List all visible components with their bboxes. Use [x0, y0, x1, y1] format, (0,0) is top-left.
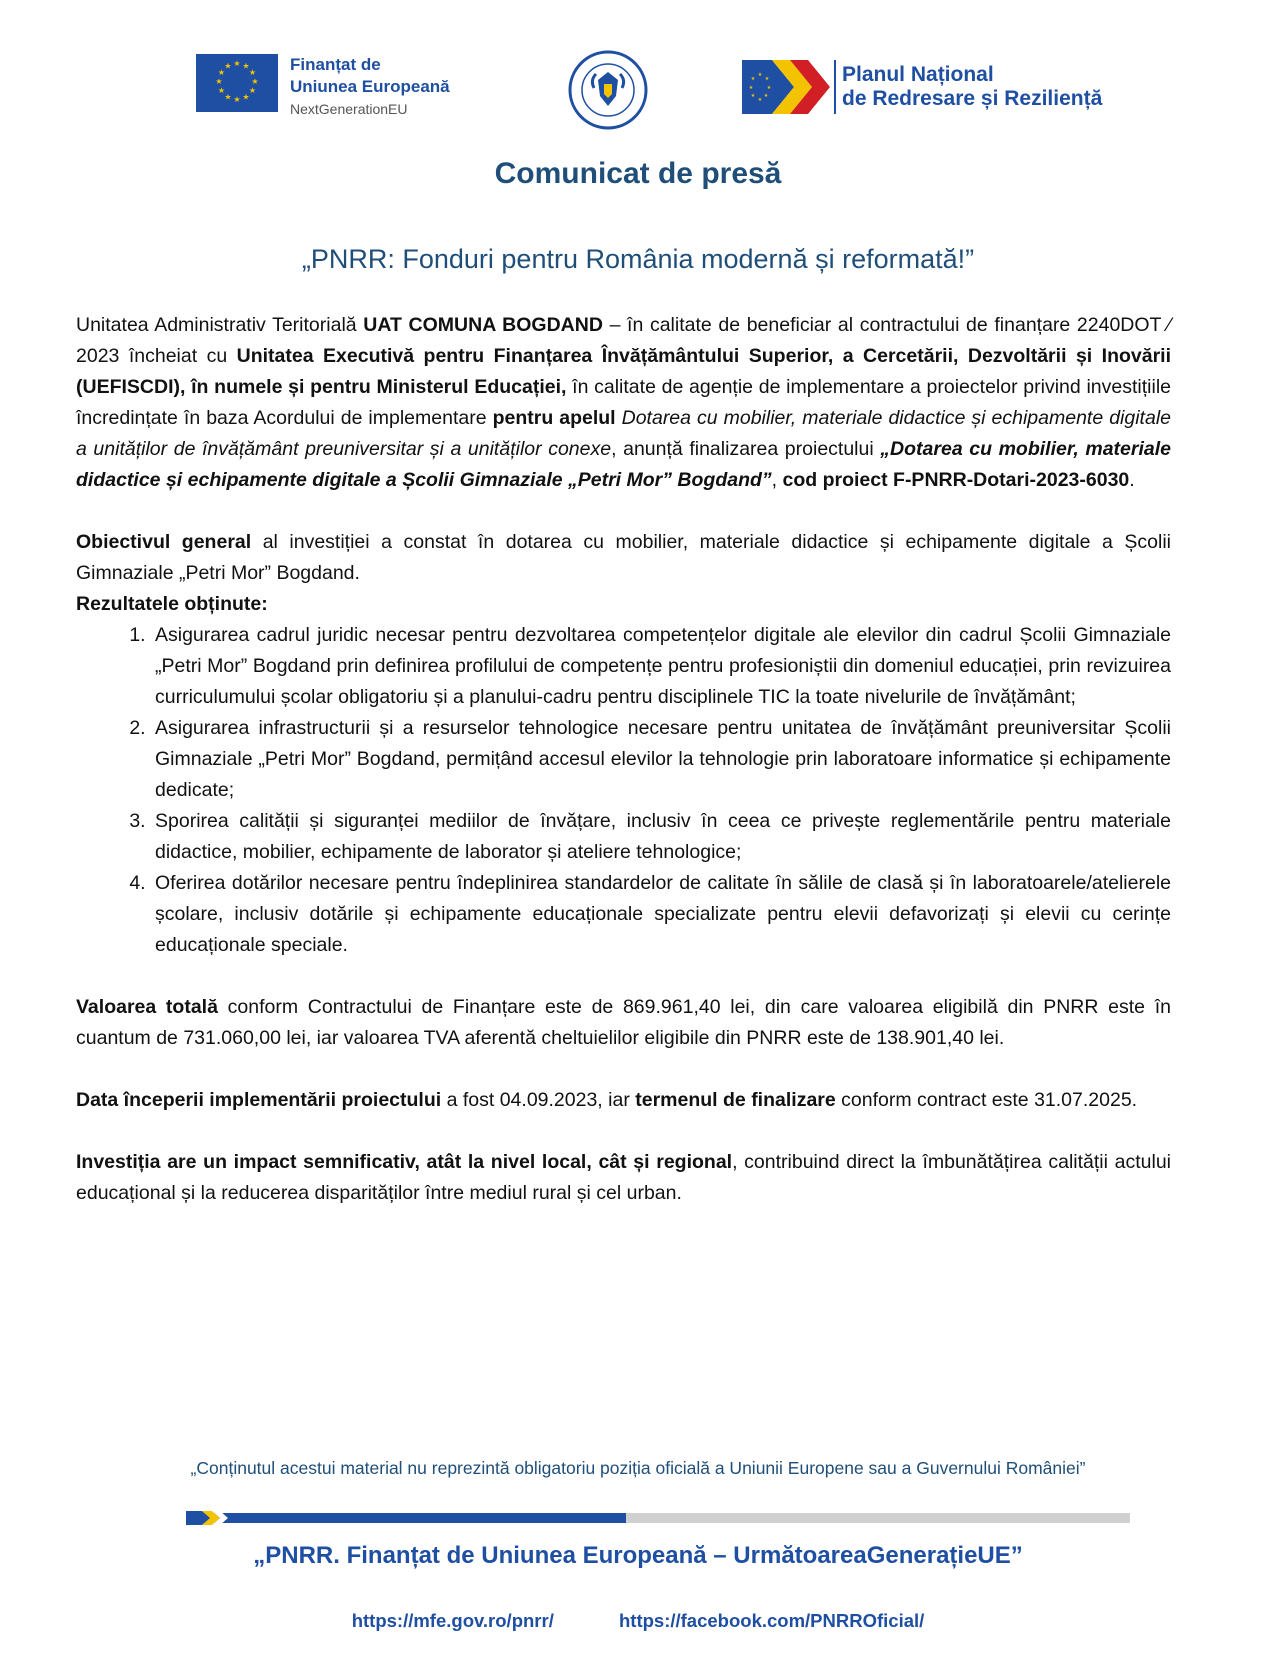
- mfe-pnrr-link[interactable]: https://mfe.gov.ro/pnrr/: [351, 1610, 554, 1631]
- paragraph-spacer: [76, 961, 1171, 992]
- eu-logo-line3: NextGenerationEU: [290, 101, 408, 117]
- eu-flag-icon: [196, 54, 278, 112]
- list-item: 2. Asigurarea infrastructurii și a resurselor tehnologice necesare pentru unitatea de învățământ preuniversitar Școlii Gimnaziale „Petri Mor” Bogdand, permițând accesul elevilor la tehnologie prin laboratoare informatice și echipamente dedicate;: [151, 713, 1171, 806]
- intro-text-4: , anunță finalizarea proiectului: [611, 438, 881, 460]
- start-date-label: Data începerii implementării proiectului: [76, 1089, 442, 1111]
- project-code: cod proiect F-PNRR-Dotari-2023-6030: [782, 469, 1130, 491]
- romanian-government-seal-icon: [568, 50, 648, 130]
- svg-text:★: ★: [242, 61, 250, 71]
- svg-text:★: ★: [217, 86, 226, 95]
- svg-text:★: ★: [764, 76, 770, 82]
- list-item: 4. Oferirea dotărilor necesare pentru îndeplinirea standardelor de calitate în sălile de clasă și în laboratoarele/atelierele școlare, inclusiv dotările și echipamente educaționale specializate pentru elevii defavorizați și elevii cu cerințe educaționale speciale.: [151, 868, 1171, 961]
- intro-text-3: în calitate de agenție de implementare a proiectelor privind investițiile încredințate în baza Acordului de implementare: [76, 376, 1171, 429]
- intro-text-1: Unitatea Administrativ Teritorială: [76, 314, 364, 336]
- footer-bar-grey: [626, 1513, 1130, 1523]
- end-date-label: termenul de finalizare: [635, 1089, 836, 1111]
- pnrr-logo: [742, 60, 1102, 114]
- page-title: Comunicat de presă: [494, 157, 782, 190]
- end-date-text: conform contract este 31.07.2025.: [835, 1089, 1138, 1111]
- svg-text:★: ★: [248, 86, 257, 95]
- impact-text: , contribuind direct la îmbunătățirea calității actului educațional și la reducerea disparităților între mediul rural și cel urban.: [76, 1151, 1172, 1204]
- pnrr-logo-line1: Planul Național: [842, 63, 994, 86]
- header-logos: [0, 50, 1276, 130]
- pnrr-logo-divider: [834, 60, 836, 114]
- objective-label: Obiectivul general: [76, 531, 252, 553]
- svg-text:★: ★: [242, 92, 250, 102]
- svg-text:★: ★: [217, 68, 226, 77]
- facebook-pnrr-link[interactable]: https://facebook.com/PNRROficial/: [618, 1610, 925, 1631]
- disclaimer: „Conținutul acestui material nu reprezintă obligatoriu poziția oficială a Uniunii Europene sau a Guvernului României”: [190, 1458, 1086, 1478]
- paragraph-spacer: [76, 1116, 1171, 1147]
- footer-bar-blue: [186, 1513, 626, 1523]
- intro-text-6: .: [1129, 469, 1135, 491]
- paragraph-spacer: [76, 496, 1171, 527]
- impact-label: Investiția are un impact semnificativ, atât la nivel local, cât și regional: [76, 1151, 733, 1173]
- eu-logo-line2: Uniunea Europeană: [290, 77, 450, 96]
- start-date-text: a fost 04.09.2023, iar: [441, 1089, 636, 1111]
- page-subtitle: „PNRR: Fonduri pentru România modernă și reformată!”: [301, 244, 975, 274]
- value-label: Valoarea totală: [76, 996, 218, 1018]
- intro-text-2: – în calitate de beneficiar al contractului de finanțare 2240DOT ⁄ 2023 încheiat cu: [76, 314, 1171, 367]
- svg-text:★: ★: [215, 77, 223, 86]
- eu-logo-line1: Finanțat de: [290, 55, 381, 74]
- svg-text:★: ★: [748, 85, 754, 91]
- svg-text:★: ★: [233, 95, 241, 104]
- results-heading-text: Rezultatele obținute:: [76, 593, 268, 615]
- intro-paragraph: [76, 310, 1171, 496]
- list-item: 3. Sporirea calității și siguranței mediilor de învățare, inclusiv în ceea ce privește reglementările pentru materiale didactice, mobilier, echipamente de laborator și ateliere tehnologice;: [151, 806, 1171, 868]
- press-release-body: [76, 310, 1171, 1209]
- dates-paragraph: [76, 1085, 1171, 1116]
- intro-text-5: ,: [771, 469, 783, 491]
- call-name: Dotarea cu mobilier, materiale didactice și echipamente digitale a unităților de învățământ preuniversitar și a unităților conexe: [76, 407, 1171, 460]
- pnrr-arrow-icon: [742, 60, 830, 114]
- project-name: „Dotarea cu mobilier, materiale didactice și echipamente digitale a Școlii Gimnaziale „Petri Mor” Bogdand”: [76, 438, 1172, 491]
- objective-text: al investiției a constat în dotarea cu mobilier, materiale didactice și echipamente digitale a Școlii Gimnaziale „Petri Mor” Bogdand.: [76, 531, 1171, 584]
- objective-paragraph: [76, 527, 1171, 589]
- results-list: [76, 620, 1171, 961]
- footer-arrow-icon: [186, 1510, 230, 1526]
- svg-text:★: ★: [750, 76, 756, 82]
- value-text: conform Contractului de Finanțare este de 869.961,40 lei, din care valoarea eligibilă din PNRR este în cuantum de 731.060,00 lei, iar valoarea TVA aferentă cheltuielilor eligibile din PNRR este de 138.901,40 lei.: [76, 996, 1171, 1049]
- svg-text:★: ★: [251, 77, 259, 86]
- svg-text:★: ★: [757, 72, 763, 78]
- svg-text:★: ★: [750, 93, 756, 99]
- svg-text:★: ★: [224, 61, 232, 71]
- pnrr-logo-text: [842, 63, 1102, 111]
- results-heading: [76, 589, 1171, 620]
- footer-slogan: „PNRR. Finanțat de Uniunea Europeană – UrmătoareaGenerațieUE”: [253, 1542, 1023, 1569]
- svg-text:★: ★: [224, 92, 232, 102]
- call-label: pentru apelul: [492, 407, 616, 429]
- beneficiary-name: UAT COMUNA BOGDAND: [363, 314, 603, 336]
- footer-links: [0, 1610, 1276, 1632]
- svg-text:★: ★: [766, 85, 772, 91]
- svg-text:★: ★: [763, 93, 769, 99]
- list-item: 1. Asigurarea cadrul juridic necesar pentru dezvoltarea competențelor digitale ale elevilor din cadrul Școlii Gimnaziale „Petri Mor” Bogdand prin definirea profilului de competențe pentru profesioniștii din domeniul educației, prin revizuirea curriculumului școlar obligatoriu și a planului-cadru pentru disciplinele TIC la toate nivelurile de învățământ;: [151, 620, 1171, 713]
- eu-funding-logo: [196, 54, 450, 120]
- pnrr-logo-line2: de Redresare și Reziliență: [842, 87, 1103, 110]
- implementing-agency: Unitatea Executivă pentru Finanțarea Învățământului Superior, a Cercetării, Dezvoltării și Inovării (UEFISCDI), în numele și pentru Ministerul Educației,: [76, 345, 1172, 398]
- value-paragraph: [76, 992, 1171, 1054]
- footer-bar: [186, 1513, 1130, 1523]
- eu-logo-text: [290, 54, 450, 120]
- impact-paragraph: [76, 1147, 1171, 1209]
- svg-text:★: ★: [757, 97, 763, 103]
- paragraph-spacer: [76, 1054, 1171, 1085]
- svg-text:★: ★: [233, 59, 241, 68]
- svg-text:★: ★: [248, 68, 257, 77]
